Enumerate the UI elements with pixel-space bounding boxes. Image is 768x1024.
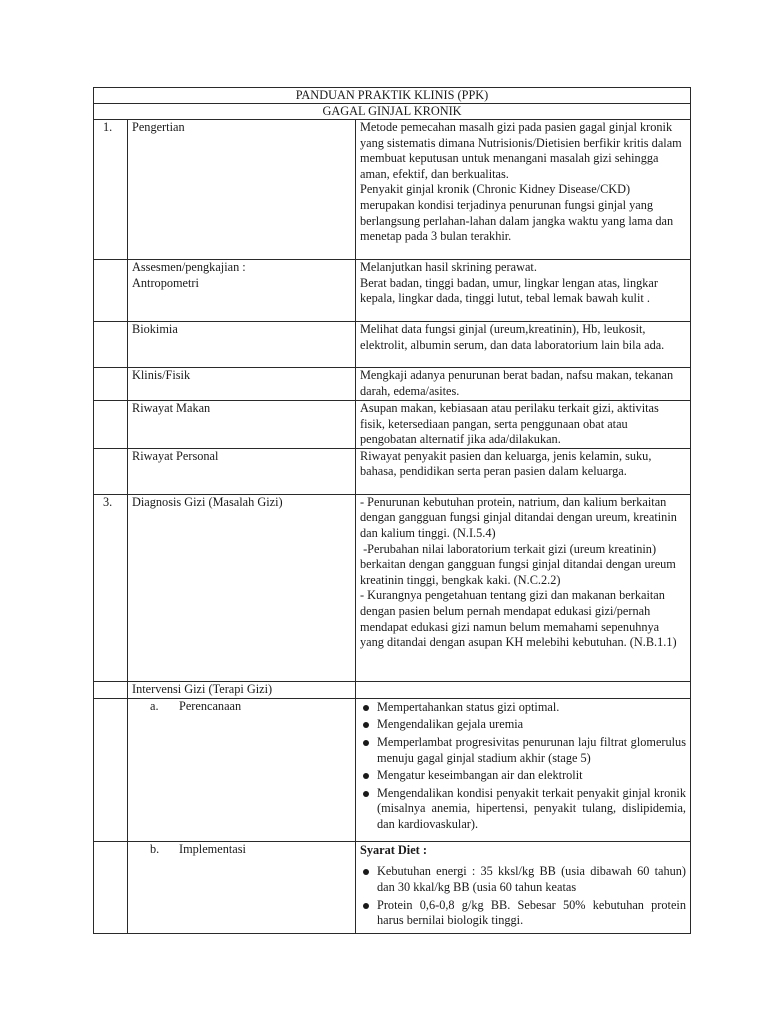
content-paragraph: - Penurunan kebutuhan protein, natrium, dan kalium berkaitan dengan gangguan fungsi ginjal ditandai dengan ureum, kreatinin dan kalium tinggi. (N.I.5.4) bbox=[360, 494, 677, 540]
list-item: Memperlambat progresivitas penurunan laju filtrat glomerulus menuju gagal ginjal stadium akhir (stage 5) bbox=[360, 735, 686, 766]
table-row-perencanaan bbox=[94, 698, 691, 841]
list-item: Mengendalikan kondisi penyakit terkait penyakit ginjal kronik (misalnya anemia, hipertensi, penyakit tulang, dislipidemia, dan kardiovaskular). bbox=[360, 786, 686, 833]
syarat-diet-heading: Syarat Diet : bbox=[360, 842, 427, 857]
list-item: Protein 0,6-0,8 g/kg BB. Sebesar 50% kebutuhan protein harus bernilai biologik tinggi. bbox=[360, 898, 686, 929]
row-label: Diagnosis Gizi (Masalah Gizi) bbox=[128, 494, 356, 681]
row-content: Riwayat penyakit pasien dan keluarga, jenis kelamin, suku, bahasa, pendidikan serta peran pasien dalam keluarga. bbox=[356, 448, 691, 494]
table-row-biokimia bbox=[94, 322, 691, 368]
row-number bbox=[94, 681, 128, 698]
row-label: Intervensi Gizi (Terapi Gizi) bbox=[128, 681, 356, 698]
row-label bbox=[128, 841, 356, 933]
row-content bbox=[356, 494, 691, 681]
row-content: Melihat data fungsi ginjal (ureum,kreatinin), Hb, leukosit, elektrolit, albumin serum, dan data laboratorium lain bila ada. bbox=[356, 322, 691, 368]
document-subtitle: GAGAL GINJAL KRONIK bbox=[94, 104, 691, 120]
row-label bbox=[128, 260, 356, 322]
sub-item-text: Implementasi bbox=[179, 841, 246, 856]
content-paragraph: Melanjutkan hasil skrining perawat. bbox=[360, 260, 537, 274]
row-content bbox=[356, 260, 691, 322]
table-row-pengertian bbox=[94, 120, 691, 260]
sub-item-text: Perencanaan bbox=[179, 698, 242, 713]
row-number bbox=[94, 698, 128, 841]
row-number bbox=[94, 448, 128, 494]
table-row-riwayat-makan bbox=[94, 401, 691, 449]
content-paragraph: Berat badan, tinggi badan, umur, lingkar lengan atas, lingkar kepala, lingkar dada, tinggi lutut, tebal lemak bawah kulit . bbox=[360, 275, 658, 306]
row-content: Mengkaji adanya penurunan berat badan, nafsu makan, tekanan darah, edema/asites. bbox=[356, 368, 691, 401]
row-label-line: Antropometri bbox=[132, 275, 199, 290]
row-label: Pengertian bbox=[128, 120, 356, 260]
row-content bbox=[356, 681, 691, 698]
row-number bbox=[94, 260, 128, 322]
implementasi-list bbox=[360, 864, 686, 928]
row-label bbox=[128, 698, 356, 841]
row-number bbox=[94, 401, 128, 449]
row-label: Riwayat Makan bbox=[128, 401, 356, 449]
ppk-table bbox=[93, 87, 691, 934]
row-label: Riwayat Personal bbox=[128, 448, 356, 494]
table-row-implementasi bbox=[94, 841, 691, 933]
sub-item-letter: a. bbox=[150, 698, 159, 713]
row-content bbox=[356, 120, 691, 260]
row-label: Klinis/Fisik bbox=[128, 368, 356, 401]
content-paragraph: -Perubahan nilai laboratorium terkait gizi (ureum kreatinin) berkaitan dengan gangguan fungsi ginjal ditandai dengan ureum kreatinin tinggi, bengkak kaki. (N.C.2.2) bbox=[360, 541, 679, 587]
row-number bbox=[94, 841, 128, 933]
list-item: Mempertahankan status gizi optimal. bbox=[360, 700, 686, 716]
table-row-antropometri bbox=[94, 260, 691, 322]
row-number: 1. bbox=[94, 120, 128, 260]
title-row-1 bbox=[94, 88, 691, 104]
table-row-riwayat-personal bbox=[94, 448, 691, 494]
row-content bbox=[356, 841, 691, 933]
content-paragraph: Penyakit ginjal kronik (Chronic Kidney Disease/CKD) merupakan kondisi terjadinya penurunan fungsi ginjal yang berlangsung perlahan-lahan dalam jangka waktu yang lama dan menetap pada 3 bulan terakhir. bbox=[360, 182, 674, 244]
sub-item-label bbox=[132, 699, 351, 715]
perencanaan-list bbox=[360, 700, 686, 833]
row-number bbox=[94, 368, 128, 401]
list-item: Kebutuhan energi : 35 kksl/kg BB (usia dibawah 60 tahun) dan 30 kkal/kg BB (usia 60 tahun keatas bbox=[360, 864, 686, 895]
row-number: 3. bbox=[94, 494, 128, 681]
list-item: Mengatur keseimbangan air dan elektrolit bbox=[360, 768, 686, 784]
table-row-intervensi bbox=[94, 681, 691, 698]
row-content: Asupan makan, kebiasaan atau perilaku terkait gizi, aktivitas fisik, ketersediaan pangan, serta penggunaan obat atau pengobatan alternatif jika ada/dilakukan. bbox=[356, 401, 691, 449]
sub-item-letter: b. bbox=[150, 841, 160, 856]
row-content bbox=[356, 698, 691, 841]
table-row-klinis bbox=[94, 368, 691, 401]
list-item: Mengendalikan gejala uremia bbox=[360, 717, 686, 733]
document-title: PANDUAN PRAKTIK KLINIS (PPK) bbox=[94, 88, 691, 104]
table-row-diagnosis bbox=[94, 494, 691, 681]
sub-item-label bbox=[132, 842, 351, 858]
row-label-line: Assesmen/pengkajian : bbox=[132, 260, 246, 274]
content-paragraph: - Kurangnya pengetahuan tentang gizi dan makanan berkaitan dengan pasien belum pernah mendapat edukasi gizi/pernah mendapat edukasi gizi namun belum memahami sepenuhnya yang ditandai dengan asupan KH melebihi kebutuhan. (N.B.1.1) bbox=[360, 588, 677, 650]
row-label: Biokimia bbox=[128, 322, 356, 368]
row-number bbox=[94, 322, 128, 368]
content-paragraph: Metode pemecahan masalh gizi pada pasien gagal ginjal kronik yang sistematis dimana Nutrisionis/Dietisien berfikir kritis dalam membuat keputusan untuk menangani masalah gizi sehingga aman, efektif, dan berkualitas. bbox=[360, 120, 682, 181]
title-row-2 bbox=[94, 104, 691, 120]
